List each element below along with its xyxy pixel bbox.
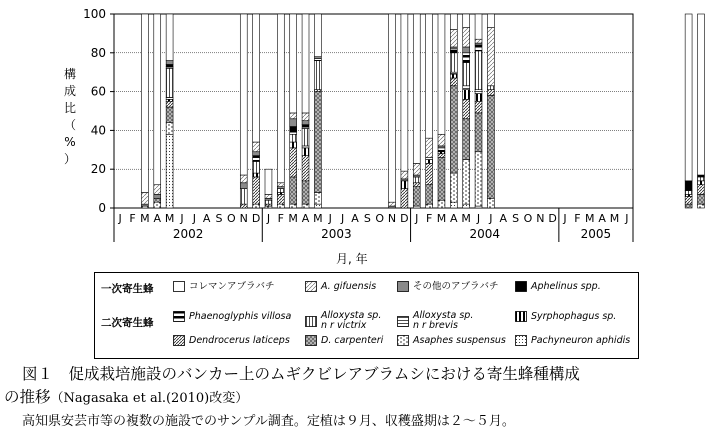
bar-segment: [438, 200, 445, 208]
month-label: N: [239, 212, 248, 225]
month-label: S: [215, 212, 223, 225]
x-axis-title: 月, 年: [336, 252, 368, 266]
y-label-char: ）: [63, 152, 76, 166]
month-label: A: [450, 212, 458, 225]
bar-segment: [426, 160, 433, 164]
bar-segment: [698, 204, 705, 208]
month-label: M: [461, 212, 471, 225]
bar-segment: [265, 169, 272, 194]
month-label: A: [598, 212, 606, 225]
bar-segment: [277, 183, 284, 187]
bar-segment: [463, 90, 470, 100]
bar-segment: [426, 204, 433, 208]
legend-swatch: [397, 335, 409, 346]
month-label: J: [476, 212, 481, 225]
bar-segment: [277, 194, 284, 204]
bar-segment: [463, 204, 470, 208]
bar-segment: [401, 171, 408, 179]
month-label: N: [536, 212, 545, 225]
legend-item: [305, 335, 383, 346]
bar-segment: [413, 187, 420, 206]
legend-item: [173, 335, 290, 346]
y-tick-label: 60: [90, 84, 106, 99]
bar-segment: [240, 204, 247, 208]
bar-segment: [154, 185, 161, 195]
plot-frame: [114, 14, 633, 208]
bar-segment: [253, 204, 260, 208]
bar-segment: [154, 198, 161, 202]
legend-label: Phaenoglyphis villosa: [189, 310, 292, 322]
bar-segment: [389, 202, 396, 206]
bar-segment: [463, 63, 470, 86]
bar-segment: [277, 14, 284, 183]
bar-segment: [240, 189, 247, 205]
legend-swatch: [173, 311, 185, 322]
bar-segment: [290, 134, 297, 142]
bar-segment: [302, 156, 309, 181]
bar-segment: [154, 194, 161, 198]
bar-segment: [277, 189, 284, 193]
bar-segment: [450, 53, 457, 72]
bar-segment: [302, 148, 309, 156]
legend-item: [173, 311, 291, 322]
legend-item: [305, 311, 381, 331]
year-label: 2003: [321, 227, 352, 241]
bar-segment: [475, 90, 482, 94]
legend-item: [515, 281, 601, 292]
bar-segment: [463, 28, 470, 47]
bar-segment: [166, 101, 173, 107]
bar-segment: [401, 189, 408, 208]
month-label: M: [140, 212, 150, 225]
bar-segment: [302, 128, 309, 145]
legend-swatch-fill: [398, 336, 409, 346]
bar-segment: [685, 191, 692, 195]
y-tick-label: 0: [98, 201, 106, 215]
bar-segment: [302, 113, 309, 121]
y-label-char: %: [64, 135, 76, 149]
caption-reference: （Nagasaka et al.(2010)改変）: [50, 391, 249, 406]
month-label: S: [363, 212, 371, 225]
bar-segment: [154, 14, 161, 185]
bar-segment: [290, 130, 297, 134]
bar-segment: [290, 113, 297, 119]
legend-label: その他のアブラバチ: [413, 280, 499, 292]
bar-segment: [685, 181, 692, 191]
legend-item: [397, 335, 506, 346]
month-label: N: [387, 212, 397, 225]
month-label: F: [574, 212, 581, 225]
year-label: 2004: [469, 227, 500, 241]
legend-item: [305, 281, 376, 292]
y-tick-label: 100: [83, 7, 106, 21]
month-label: A: [499, 212, 508, 225]
bar-segment: [685, 204, 692, 208]
legend-swatch: [515, 311, 527, 322]
bar-segment: [141, 14, 148, 192]
legend-swatch: [173, 335, 185, 346]
bar-segment: [685, 14, 692, 181]
bar-segment: [463, 119, 470, 160]
bar-segment: [450, 202, 457, 208]
bar-segment: [401, 181, 408, 189]
bar-segment: [463, 47, 470, 53]
bar-segment: [698, 185, 705, 195]
bar-segment: [166, 61, 173, 65]
bar-segment: [253, 14, 260, 142]
bar-segment: [475, 39, 482, 43]
month-label: S: [512, 212, 520, 225]
month-label: M: [164, 212, 175, 225]
legend-swatch-fill: [306, 336, 317, 346]
bar-segment: [302, 125, 309, 129]
month-label: J: [180, 212, 184, 225]
month-label: F: [277, 212, 284, 225]
legend-swatch-fill: [174, 312, 185, 322]
legend-item: [397, 281, 499, 292]
month-label: A: [153, 212, 162, 225]
month-label: J: [266, 212, 271, 225]
month-label: O: [523, 212, 533, 225]
month-label: D: [251, 212, 261, 225]
bar-segment: [475, 14, 482, 39]
month-label: M: [313, 212, 323, 225]
y-tick-label: 80: [90, 45, 106, 60]
bar-segment: [463, 99, 470, 118]
bar-segment: [438, 134, 445, 146]
y-axis-label: [62, 66, 78, 168]
month-label: J: [415, 212, 419, 225]
legend-label: Syrphophagus sp.: [531, 310, 617, 322]
bar-segment: [413, 177, 420, 183]
month-label: M: [609, 212, 620, 225]
bar-segment: [253, 158, 260, 162]
legend-swatch: [305, 281, 317, 292]
bar-segment: [438, 148, 445, 152]
bar-segment: [253, 177, 260, 204]
bar-segment: [290, 127, 297, 131]
bar-segment: [438, 14, 445, 134]
month-label: J: [489, 212, 493, 225]
legend-swatch-fill: [516, 282, 527, 292]
bar-segment: [166, 134, 173, 208]
month-label: F: [129, 212, 136, 225]
bar-segment: [413, 183, 420, 187]
chart-axes: [83, 7, 633, 215]
bar-segment: [240, 175, 247, 183]
bar-segment: [450, 86, 457, 173]
bar-segment: [401, 14, 408, 171]
legend-swatch: [305, 316, 317, 327]
legend-swatch-fill: [516, 336, 527, 346]
bar-segment: [253, 152, 260, 156]
legend-group-secondary: 二次寄生蜂: [101, 317, 154, 329]
legend-item: [173, 281, 275, 292]
y-label-char: （: [63, 118, 76, 132]
legend-swatch: [515, 281, 527, 292]
bar-segment: [463, 86, 470, 90]
legend-label: Dendrocerus laticeps: [189, 334, 290, 346]
legend-swatch-fill: [174, 282, 185, 292]
month-label: D: [548, 212, 557, 225]
bar-segment: [253, 173, 260, 177]
legend-label: D. carpenteri: [321, 334, 384, 346]
caption-main: の推移: [4, 388, 51, 406]
bar-segment: [475, 101, 482, 113]
legend-swatch: [397, 281, 409, 292]
y-label-char: 構: [63, 67, 76, 81]
legend-swatch-fill: [398, 282, 409, 292]
month-label: J: [328, 212, 332, 225]
legend-label: Asaphes suspensus: [413, 334, 506, 346]
month-label: A: [301, 212, 310, 225]
month-label: M: [585, 212, 595, 225]
bar-segment: [450, 78, 457, 86]
bar-segment: [166, 14, 173, 61]
month-label: A: [351, 212, 359, 225]
bar-segment: [438, 154, 445, 158]
bar-segment: [302, 121, 309, 125]
bar-segment: [265, 194, 272, 198]
bar-segment: [413, 163, 420, 175]
chart-bars: [141, 14, 706, 208]
legend-swatch: [305, 335, 317, 346]
bar-segment: [450, 49, 457, 53]
bar-segment: [698, 194, 705, 204]
y-tick-label: 20: [90, 162, 106, 177]
legend-swatch-fill: [306, 316, 317, 326]
legend-swatch: [515, 335, 527, 346]
bar-segment: [698, 177, 705, 181]
bar-segment: [487, 86, 494, 90]
figure-note: 高知県安芸市等の複数の施設でのサンプル調査。定植は９月、収穫盛期は２～５月。: [22, 414, 515, 429]
bar-segment: [475, 113, 482, 152]
legend-swatch: [173, 281, 185, 292]
bar-segment: [450, 74, 457, 78]
bar-segment: [302, 181, 309, 204]
bar-segment: [438, 158, 445, 201]
bar-segment: [463, 160, 470, 205]
bar-segment: [166, 68, 173, 97]
bar-segment: [240, 183, 247, 189]
legend-swatch-fill: [174, 336, 185, 346]
bar-segment: [450, 173, 457, 202]
bar-segment: [389, 14, 396, 202]
bar-segment: [302, 204, 309, 208]
y-label-char: 成: [63, 84, 76, 98]
legend-label: Aphelinus spp.: [531, 280, 601, 292]
y-tick-label: 40: [90, 123, 106, 138]
bar-segment: [314, 92, 321, 193]
bar-segment: [277, 204, 284, 208]
bar-segment: [487, 198, 494, 208]
legend-label: Alloxysta sp. n r victrix: [321, 310, 382, 331]
legend: [94, 272, 639, 359]
bar-segment: [314, 204, 321, 208]
month-label: M: [288, 212, 298, 225]
bar-segment: [475, 152, 482, 206]
legend-swatch-fill: [398, 316, 409, 326]
bar-segment: [698, 181, 705, 185]
bar-segment: [314, 192, 321, 204]
bar-segment: [426, 163, 433, 184]
legend-item: [515, 311, 616, 322]
legend-swatch-fill: [306, 282, 317, 292]
bar-segment: [685, 196, 692, 204]
month-label: O: [375, 212, 385, 225]
bar-segment: [253, 142, 260, 152]
bar-segment: [290, 177, 297, 204]
bar-segment: [290, 204, 297, 208]
bar-segment: [475, 94, 482, 102]
bar-segment: [314, 14, 321, 57]
legend-group-primary: 一次寄生蜂: [101, 283, 154, 295]
year-label: 2002: [172, 227, 204, 241]
month-label: J: [192, 212, 196, 225]
legend-swatch-fill: [516, 312, 527, 322]
bar-segment: [450, 30, 457, 47]
bar-segment: [426, 138, 433, 157]
bar-segment: [487, 28, 494, 86]
legend-label: Alloxysta sp. n r brevis: [413, 310, 474, 331]
bar-segment: [475, 45, 482, 51]
legend-label: Pachyneuron aphidis: [531, 334, 631, 346]
legend-item: [515, 335, 630, 346]
bar-segment: [166, 107, 173, 123]
legend-label: コレマンアブラバチ: [189, 280, 275, 292]
bar-segment: [698, 14, 705, 175]
month-label: J: [563, 212, 567, 225]
figure-caption-line2: [4, 385, 248, 407]
bar-segment: [290, 14, 297, 113]
legend-swatch: [397, 316, 409, 327]
month-label: O: [227, 212, 236, 225]
bar-segment: [426, 185, 433, 204]
bar-segment: [487, 90, 494, 96]
month-label: A: [202, 212, 211, 225]
month-label: J: [625, 212, 629, 225]
month-label: J: [118, 212, 122, 225]
month-label: M: [436, 212, 447, 225]
bar-segment: [166, 123, 173, 135]
year-label: 2005: [580, 227, 612, 241]
bar-segment: [413, 14, 420, 163]
bar-segment: [265, 200, 272, 204]
bar-segment: [302, 14, 309, 113]
x-axis: [114, 208, 633, 242]
legend-label: A. gifuensis: [321, 280, 377, 292]
y-label-char: 比: [63, 101, 76, 115]
bar-segment: [463, 53, 470, 63]
bar-segment: [290, 142, 297, 148]
month-label: J: [340, 212, 345, 225]
bar-segment: [426, 14, 433, 138]
bar-segment: [240, 14, 247, 175]
bar-segment: [463, 14, 470, 28]
legend-item: [397, 311, 473, 331]
bar-segment: [450, 14, 457, 30]
bar-segment: [487, 14, 494, 28]
month-label: F: [425, 212, 433, 225]
bar-segment: [290, 148, 297, 177]
month-label: D: [400, 212, 409, 225]
bar-segment: [487, 95, 494, 198]
bar-segment: [314, 61, 321, 90]
figure-caption: 図１ 促成栽培施設のバンカー上のムギクビレアブラムシにおける寄生蜂種構成: [22, 365, 580, 383]
bar-segment: [253, 161, 260, 173]
bar-segment: [475, 51, 482, 90]
bar-segment: [290, 119, 297, 127]
bar-segment: [154, 202, 161, 208]
bar-segment: [141, 192, 148, 204]
